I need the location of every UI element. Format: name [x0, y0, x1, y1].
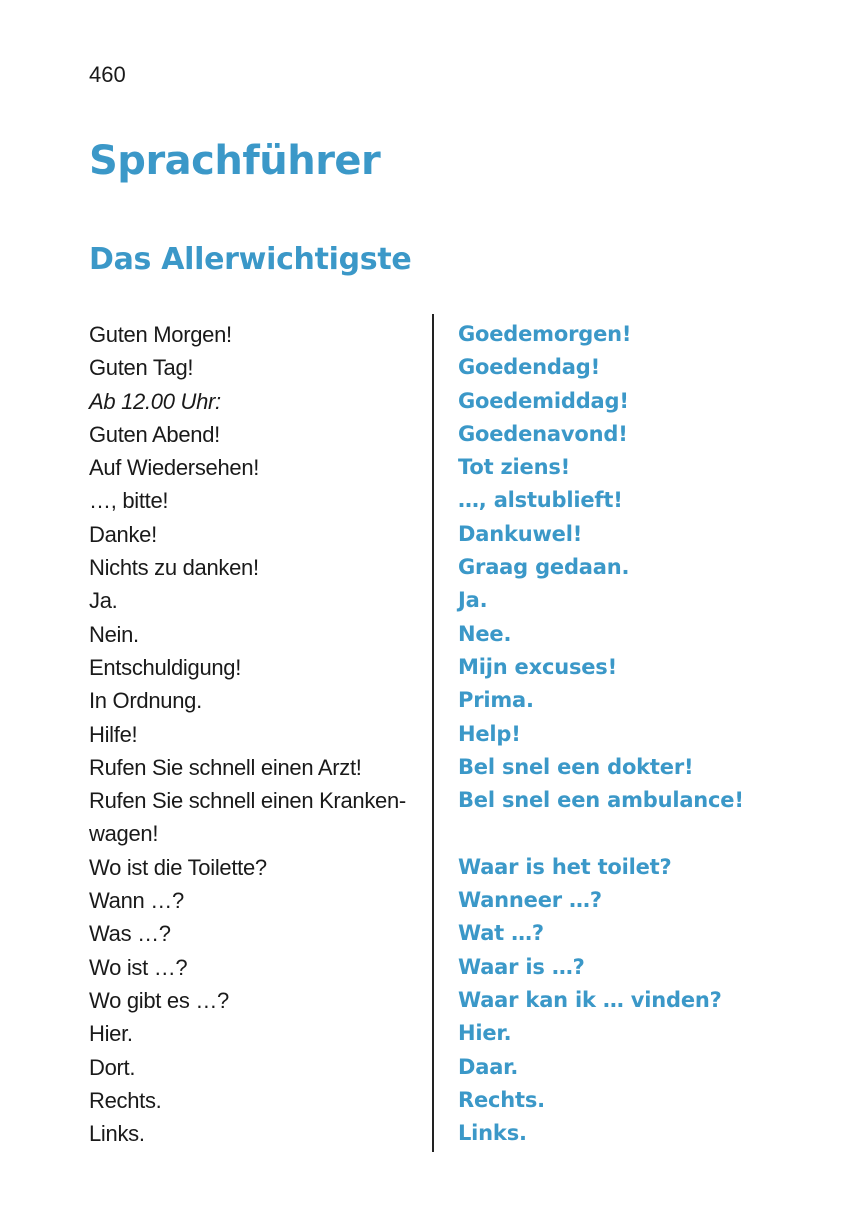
- german-phrase: Guten Morgen!: [89, 322, 232, 347]
- phrase-row: [89, 484, 789, 517]
- phrase-row: [89, 884, 789, 917]
- dutch-phrase: Mijn excuses!: [458, 654, 617, 679]
- german-phrase: Rufen Sie schnell einen Kranken- wagen!: [89, 788, 406, 847]
- dutch-phrase: Goedenavond!: [458, 421, 628, 446]
- phrase-row: [89, 451, 789, 484]
- dutch-phrase: Waar is het toilet?: [458, 854, 672, 879]
- phrase-row: [89, 318, 789, 351]
- phrase-row: [89, 951, 789, 984]
- german-phrase: Wo gibt es …?: [89, 987, 229, 1013]
- dutch-phrase: Hier.: [458, 1021, 512, 1046]
- section-title: Das Allerwichtigste: [89, 242, 412, 277]
- dutch-phrase: Wanneer …?: [458, 888, 602, 913]
- phrase-row: [89, 718, 789, 751]
- dutch-phrase: Links.: [458, 1121, 527, 1146]
- phrase-row: [89, 551, 789, 584]
- phrase-row: [89, 618, 789, 651]
- german-phrase: Rechts.: [89, 1087, 162, 1113]
- phrase-row: [89, 651, 789, 684]
- phrase-row: [89, 851, 789, 884]
- phrase-row: [89, 418, 789, 451]
- german-phrase: …, bitte!: [89, 488, 169, 514]
- german-phrase: Hilfe!: [89, 721, 138, 747]
- phrase-row: [89, 518, 789, 551]
- dutch-phrase: Bel snel een ambulance!: [458, 788, 744, 813]
- dutch-phrase: Prima.: [458, 688, 534, 713]
- phrase-row: [89, 385, 789, 418]
- german-phrase: Guten Tag!: [89, 355, 194, 381]
- dutch-phrase: Tot ziens!: [458, 455, 571, 480]
- german-phrase: Nein.: [89, 621, 139, 647]
- dutch-phrase: Bel snel een dokter!: [458, 754, 694, 779]
- dutch-phrase: Waar kan ik … vinden?: [458, 987, 722, 1012]
- german-phrase: Danke!: [89, 521, 157, 547]
- phrase-row: [89, 751, 789, 784]
- german-phrase: Ab 12.00 Uhr:: [89, 388, 221, 414]
- phrase-row: [89, 584, 789, 617]
- german-phrase: Links.: [89, 1121, 145, 1147]
- dutch-phrase: Nee.: [458, 621, 512, 646]
- phrase-list: [89, 318, 789, 1150]
- german-phrase: Ja.: [89, 588, 118, 614]
- phrase-row: [89, 351, 789, 384]
- german-phrase: Nichts zu danken!: [89, 555, 259, 581]
- phrase-row: [89, 1084, 789, 1117]
- dutch-phrase: …, alstublieft!: [458, 488, 623, 513]
- dutch-phrase: Goedemiddag!: [458, 388, 629, 413]
- german-phrase: Wo ist die Toilette?: [89, 854, 267, 880]
- dutch-phrase: Help!: [458, 721, 521, 746]
- dutch-phrase: Waar is …?: [458, 954, 585, 979]
- german-phrase: Hier.: [89, 1021, 133, 1047]
- page-title: Sprachführer: [89, 138, 381, 184]
- dutch-phrase: Rechts.: [458, 1087, 545, 1112]
- phrase-row: [89, 1117, 789, 1150]
- phrase-row: [89, 784, 789, 851]
- german-phrase: Wo ist …?: [89, 954, 188, 980]
- german-phrase: Rufen Sie schnell einen Arzt!: [89, 754, 362, 780]
- dutch-phrase: Wat …?: [458, 921, 544, 946]
- dutch-phrase: Daar.: [458, 1054, 519, 1079]
- dutch-phrase: Goedemorgen!: [458, 322, 632, 346]
- german-phrase: Guten Abend!: [89, 421, 220, 447]
- german-phrase: Wann …?: [89, 888, 184, 914]
- phrase-row: [89, 1051, 789, 1084]
- dutch-phrase: Graag gedaan.: [458, 555, 630, 580]
- german-phrase: Was …?: [89, 921, 171, 947]
- dutch-phrase: Dankuwel!: [458, 521, 583, 546]
- german-phrase: In Ordnung.: [89, 688, 202, 714]
- dutch-phrase: Goedendag!: [458, 355, 600, 380]
- page-number: 460: [89, 62, 126, 87]
- phrase-row: [89, 1017, 789, 1050]
- german-phrase: Dort.: [89, 1054, 136, 1080]
- german-phrase: Entschuldigung!: [89, 654, 242, 680]
- phrase-row: [89, 684, 789, 717]
- dutch-phrase: Ja.: [458, 588, 488, 613]
- phrase-row: [89, 984, 789, 1017]
- german-phrase: Auf Wiedersehen!: [89, 455, 260, 481]
- phrase-row: [89, 917, 789, 950]
